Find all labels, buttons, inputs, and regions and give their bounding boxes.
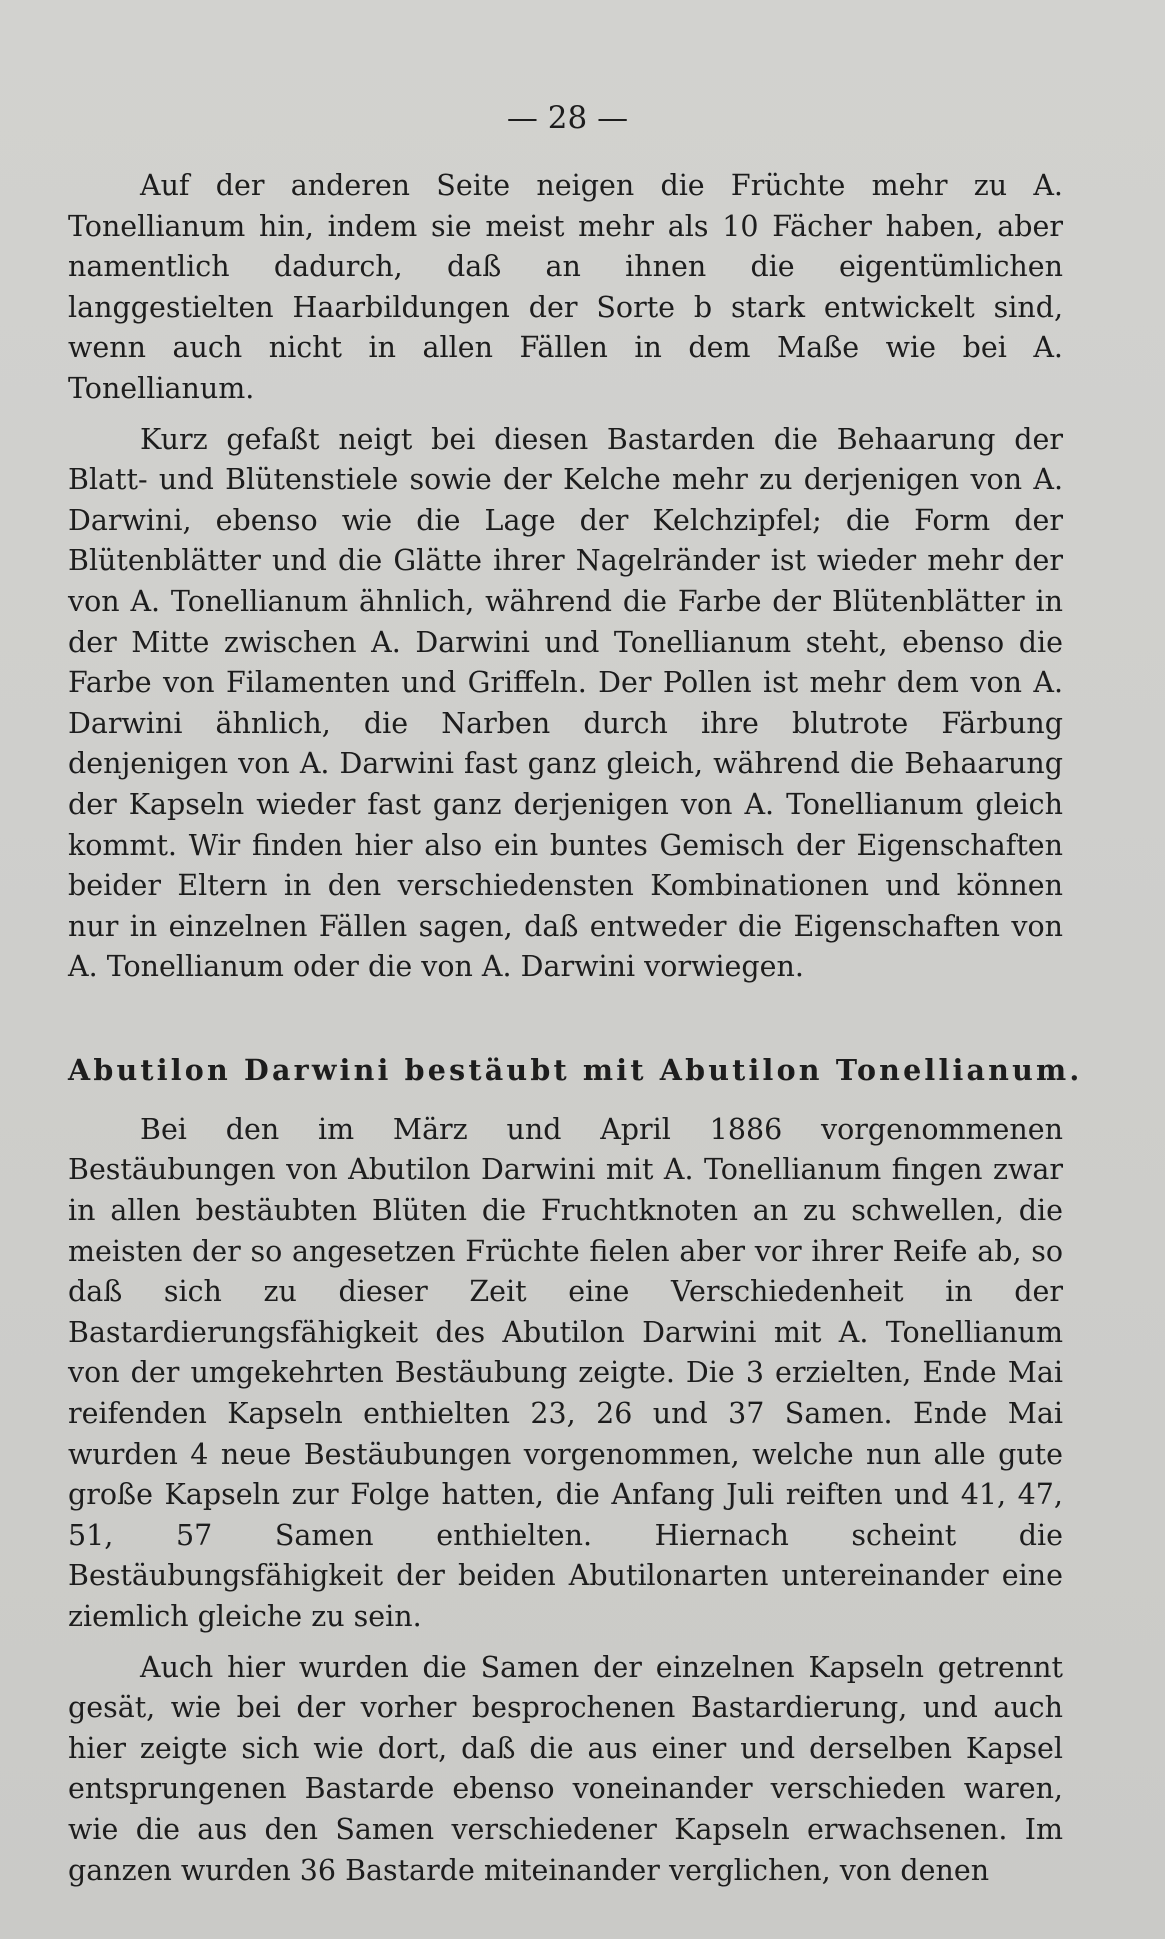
page-body (68, 166, 1083, 1891)
paragraph-fruits: Auf der anderen Seite neigen die Früchte mehr zu A. Tonellianum hin, indem sie meist mehr als 10 Fächer haben, aber namentlich dadurch, daß an ihnen die eigentümlichen langgestielten Haarbildungen der Sorte b stark entwickelt sind, wenn auch nicht in allen Fällen in dem Maße wie bei A. Tonellianum. (68, 169, 1063, 405)
paragraph-summary: Kurz gefaßt neigt bei diesen Bastarden die Behaarung der Blatt- und Blütenstiele sowie der Kelche mehr zu derjenigen von A. Darwini, ebenso wie die Lage der Kelchzipfel; die Form der Blütenblätter und die Glätte ihrer Nagelränder ist wieder mehr der von A. Tonellianum ähnlich, während die Farbe der Blütenblätter in der Mitte zwischen A. Darwini und Tonellianum steht, ebenso die Farbe von Filamenten und Griffeln. Der Pollen ist mehr dem von A. Darwini ähnlich, die Narben durch ihre blutrote Färbung denjenigen von A. Darwini fast ganz gleich, während die Behaarung der Kapseln wieder fast ganz derjenigen von A. Tonellianum gleich kommt. Wir finden hier also ein buntes Gemisch der Eigenschaften beider Eltern in den verschiedensten Kombinationen und können nur in einzelnen Fällen sagen, daß entweder die Eigenschaften von A. Tonellianum oder die von A. Darwini vorwiegen. (68, 422, 1063, 984)
heading-spacer (68, 988, 1063, 1050)
paragraph-pollination: Bei den im März und April 1886 vorgenommenen Bestäubungen von Abutilon Darwini mit A. Tonellianum fingen zwar in allen bestäubten Blüten die Fruchtknoten an zu schwellen, die meisten der so angesetzen Früchte fielen aber vor ihrer Reife ab, so daß sich zu dieser Zeit eine Verschiedenheit in der Bastardierungsfähigkeit des Abutilon Darwini mit A. Tonellianum von der umgekehrten Bestäubung zeigte. Die 3 erzielten, Ende Mai reifenden Kapseln enthielten 23, 26 und 37 Samen. Ende Mai wurden 4 neue Bestäubungen vorgenommen, welche nun alle gute große Kapseln zur Folge hatten, die Anfang Juli reiften und 41, 47, 51, 57 Samen enthielten. Hiernach scheint die Bestäubungsfähigkeit der beiden Abutilonarten untereinander eine ziemlich gleiche zu sein. (68, 1112, 1063, 1633)
paragraph-spacer (68, 1638, 1063, 1648)
paragraph-spacer (68, 410, 1063, 420)
paragraph-seeds: Auch hier wurden die Samen der einzelnen Kapseln getrennt gesät, wie bei der vorher besprochenen Bastardierung, und auch hier zeigte sich wie dort, daß die aus einer und derselben Kapsel entsprungenen Bastarde ebenso voneinander verschieden waren, wie die aus den Samen verschiedener Kapseln erwachsenen. Im ganzen wurden 36 Bastarde miteinander verglichen, von denen (68, 1650, 1063, 1887)
section-heading: Abutilon Darwini bestäubt mit Abutilon Tonellianum. (68, 1052, 1083, 1087)
page-number: — 28 — (506, 100, 629, 136)
